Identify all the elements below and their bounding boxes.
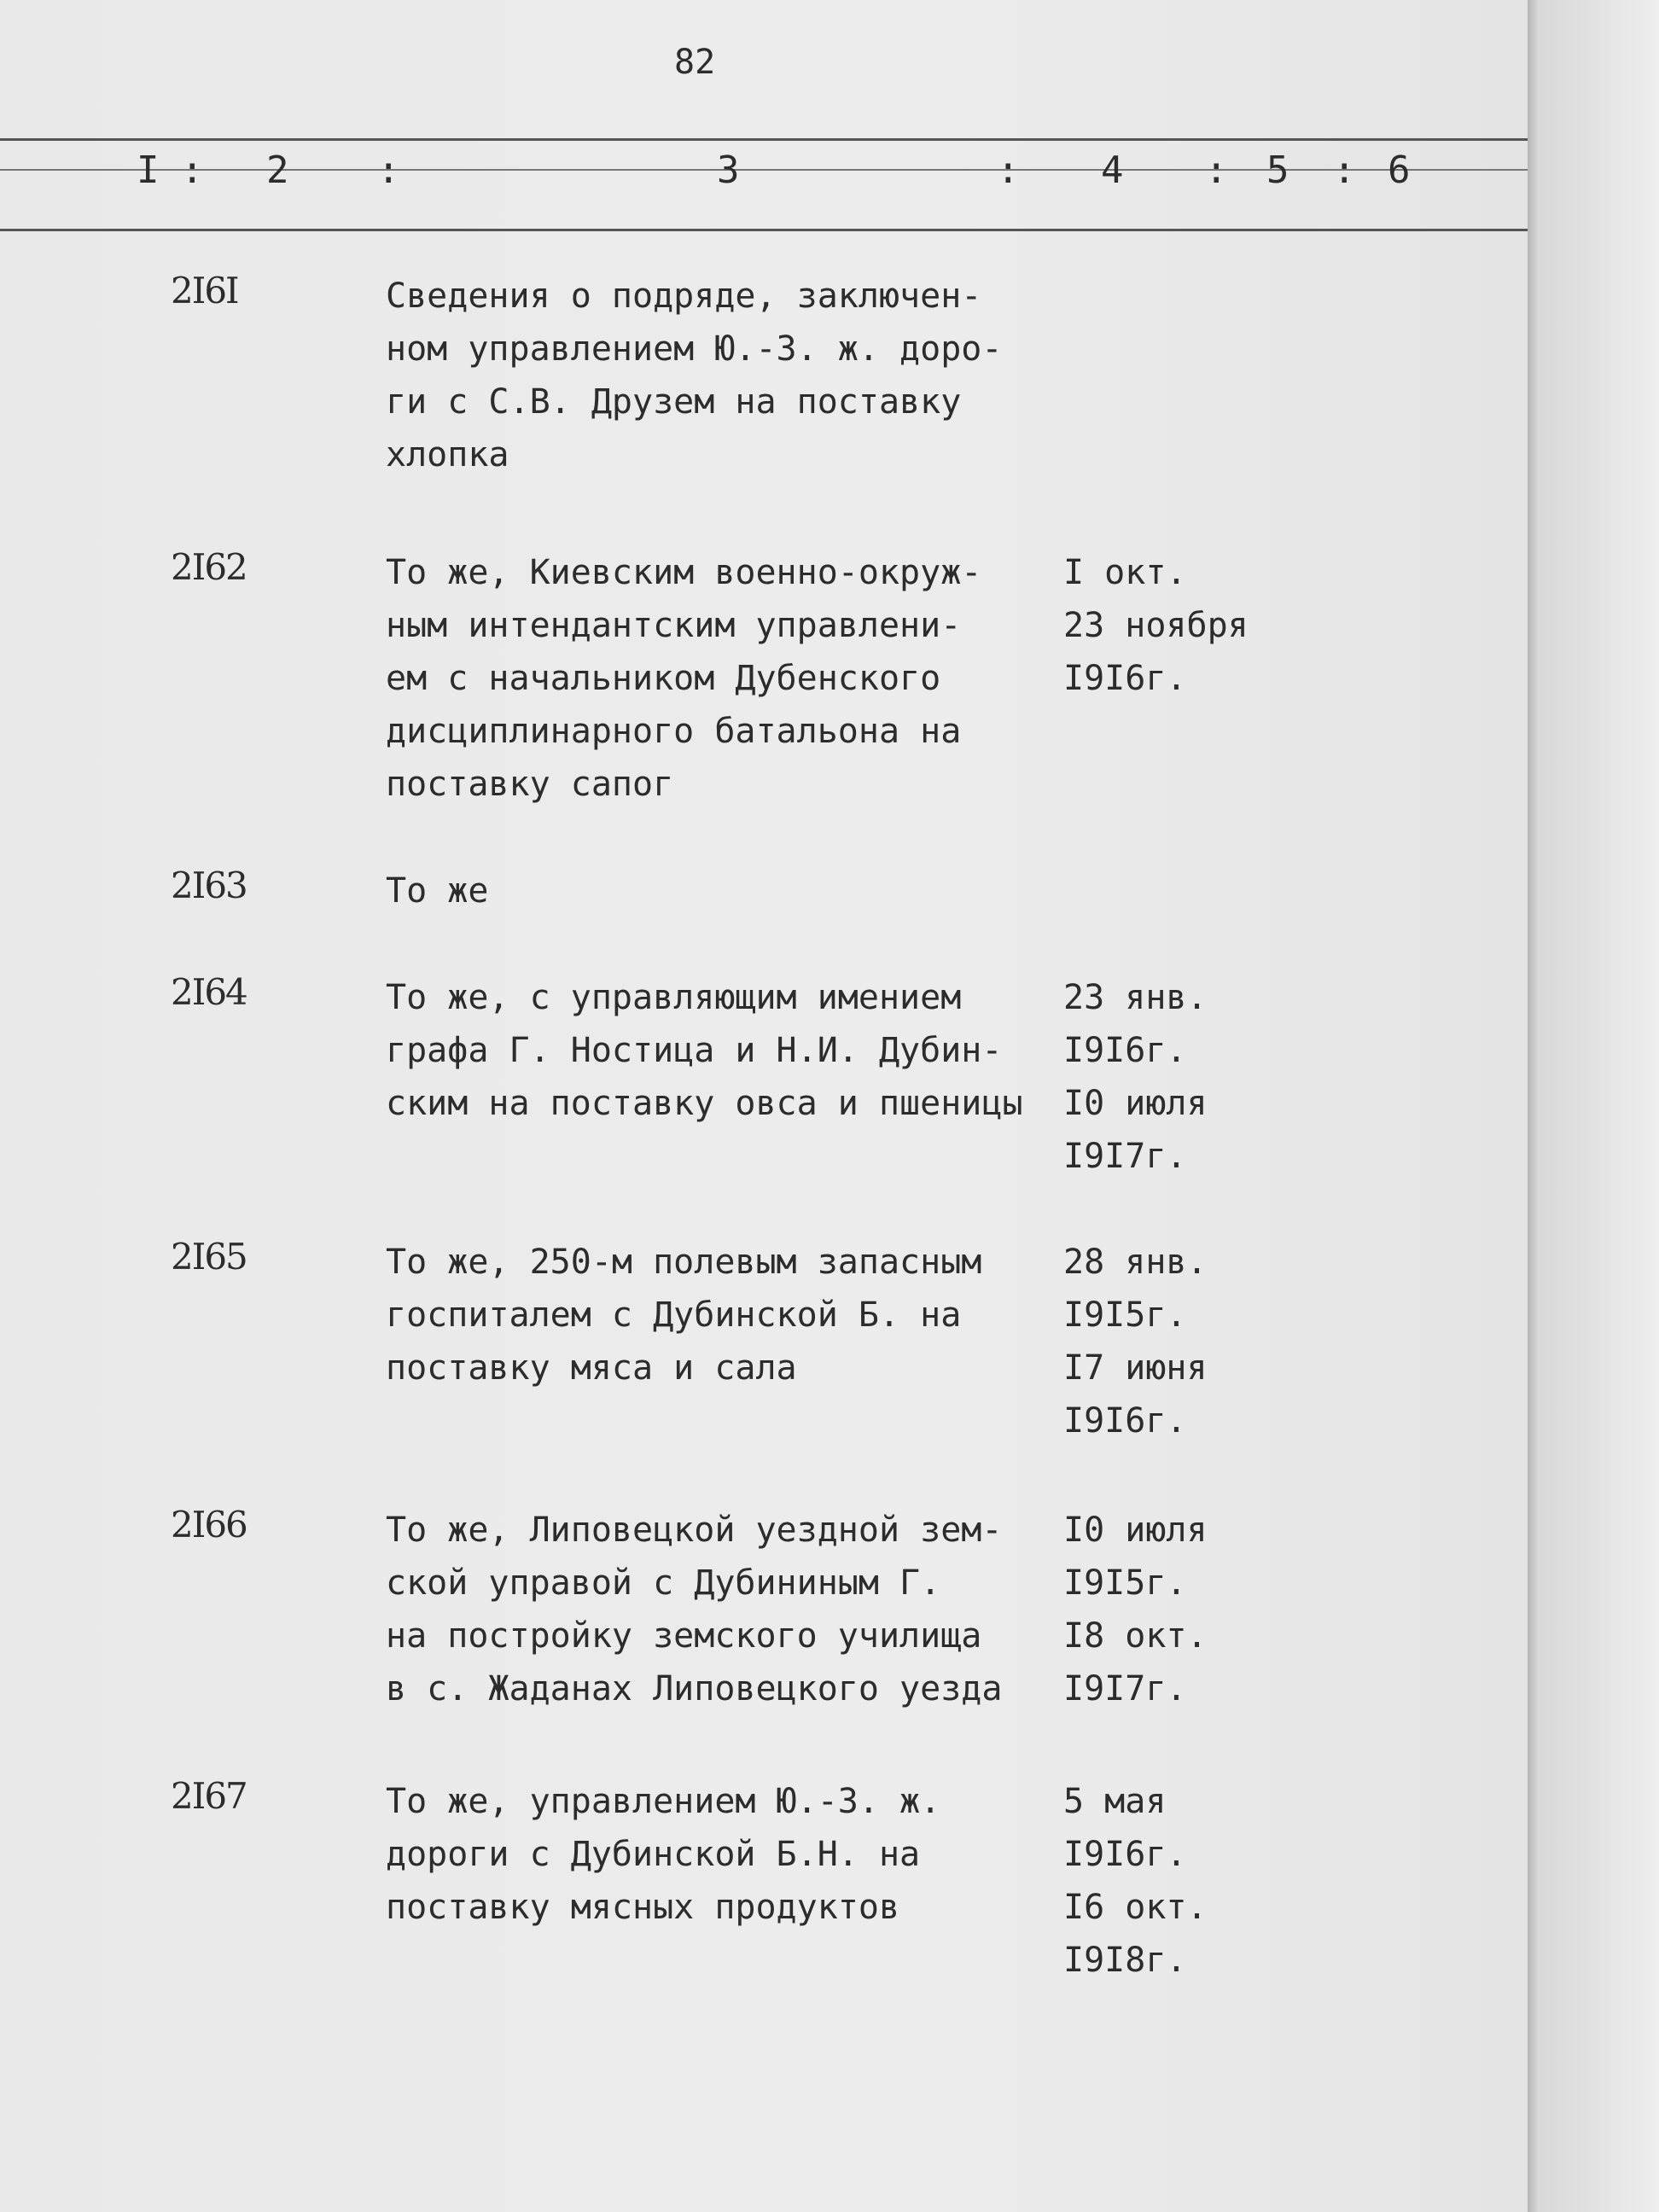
description-line: поставку сапог — [386, 765, 674, 804]
column-separator: : — [181, 148, 204, 192]
description-line: ем с начальником Дубенского — [386, 659, 941, 698]
column-header-6: 6 — [1388, 148, 1411, 192]
entry-description — [386, 546, 1068, 811]
date-line: I9I5г. — [1063, 1563, 1187, 1603]
description-line: ным интендантским управлени- — [386, 606, 962, 645]
entry-dates — [1063, 971, 1302, 1183]
date-line: I0 июля — [1063, 1084, 1208, 1123]
description-line: на постройку земского училища — [386, 1616, 982, 1656]
description-line: поставку мясных продуктов — [386, 1888, 900, 1927]
entry-number: 2I63 — [171, 864, 247, 906]
date-line: I9I6г. — [1063, 1031, 1187, 1070]
column-header-1: I — [137, 148, 160, 192]
column-separator: : — [1333, 148, 1356, 192]
entry-number: 2I6I — [171, 270, 238, 311]
date-line: I9I6г. — [1063, 1835, 1187, 1874]
entry-description — [386, 1504, 1068, 1715]
entry-dates — [1063, 546, 1302, 705]
date-line: 5 мая — [1063, 1782, 1167, 1821]
date-line: I9I5г. — [1063, 1295, 1187, 1335]
description-line: ном управлением Ю.-З. ж. доро- — [386, 329, 1003, 369]
entry-description — [386, 864, 1068, 917]
date-line: 23 ноября — [1063, 606, 1249, 645]
date-line: I0 июля — [1063, 1511, 1208, 1550]
column-header-4: 4 — [1101, 148, 1124, 192]
entry-number: 2I67 — [171, 1775, 247, 1817]
date-line: I9I7г. — [1063, 1669, 1187, 1708]
description-line: поставку мяса и сала — [386, 1348, 797, 1388]
description-line: То же — [386, 871, 489, 911]
entry-dates — [1063, 1236, 1302, 1447]
description-line: То же, Липовецкой уездной зем- — [386, 1511, 1003, 1550]
date-line: 23 янв. — [1063, 978, 1208, 1017]
column-separator: : — [377, 148, 400, 192]
description-line: в с. Жаданах Липовецкого уезда — [386, 1669, 1003, 1708]
entry-dates — [1063, 1775, 1302, 1987]
description-line: дисциплинарного батальона на — [386, 712, 962, 751]
description-line: хлопка — [386, 435, 509, 474]
date-line: I7 июня — [1063, 1348, 1208, 1388]
column-separator: : — [997, 148, 1020, 192]
description-line: То же, с управляющим имением — [386, 978, 962, 1017]
date-line: 28 янв. — [1063, 1243, 1208, 1282]
page-number: 82 — [674, 43, 716, 82]
description-line: То же, Киевским военно-окруж- — [386, 553, 982, 592]
description-line: дороги с Дубинской Б.Н. на — [386, 1835, 921, 1874]
entry-number: 2I64 — [171, 971, 247, 1013]
entry-number: 2I62 — [171, 546, 247, 588]
sheet-edge — [1528, 0, 1540, 2212]
description-line: То же, управлением Ю.-З. ж. — [386, 1782, 941, 1821]
date-line: I8 окт. — [1063, 1616, 1208, 1656]
date-line: I9I8г. — [1063, 1941, 1187, 1980]
description-line: ги с С.В. Друзем на поставку — [386, 382, 962, 422]
date-line: I окт. — [1063, 553, 1187, 592]
entry-description — [386, 270, 1068, 481]
header-rule-top — [0, 138, 1528, 141]
description-line: ской управой с Дубининым Г. — [386, 1563, 941, 1603]
description-line: ским на поставку овса и пшеницы — [386, 1084, 1023, 1123]
entry-description — [386, 971, 1068, 1130]
column-header-3: 3 — [717, 148, 740, 192]
column-separator: : — [1205, 148, 1228, 192]
description-line: Сведения о подряде, заключен- — [386, 276, 982, 316]
column-header-5: 5 — [1266, 148, 1289, 192]
entry-description — [386, 1236, 1068, 1394]
header-rule-bottom — [0, 229, 1528, 231]
date-line: I9I7г. — [1063, 1137, 1187, 1176]
date-line: I9I6г. — [1063, 659, 1187, 698]
entry-description — [386, 1775, 1068, 1934]
entry-number: 2I66 — [171, 1504, 247, 1545]
entry-dates — [1063, 1504, 1302, 1715]
description-line: графа Г. Ностица и Н.И. Дубин- — [386, 1031, 1003, 1070]
underlying-sheet — [1540, 0, 1659, 2212]
description-line: госпиталем с Дубинской Б. на — [386, 1295, 962, 1335]
column-header-2: 2 — [266, 148, 289, 192]
date-line: I9I6г. — [1063, 1401, 1187, 1441]
date-line: I6 окт. — [1063, 1888, 1208, 1927]
description-line: То же, 250-м полевым запасным — [386, 1243, 982, 1282]
header-rule-inner — [0, 169, 1528, 171]
entry-number: 2I65 — [171, 1236, 247, 1278]
